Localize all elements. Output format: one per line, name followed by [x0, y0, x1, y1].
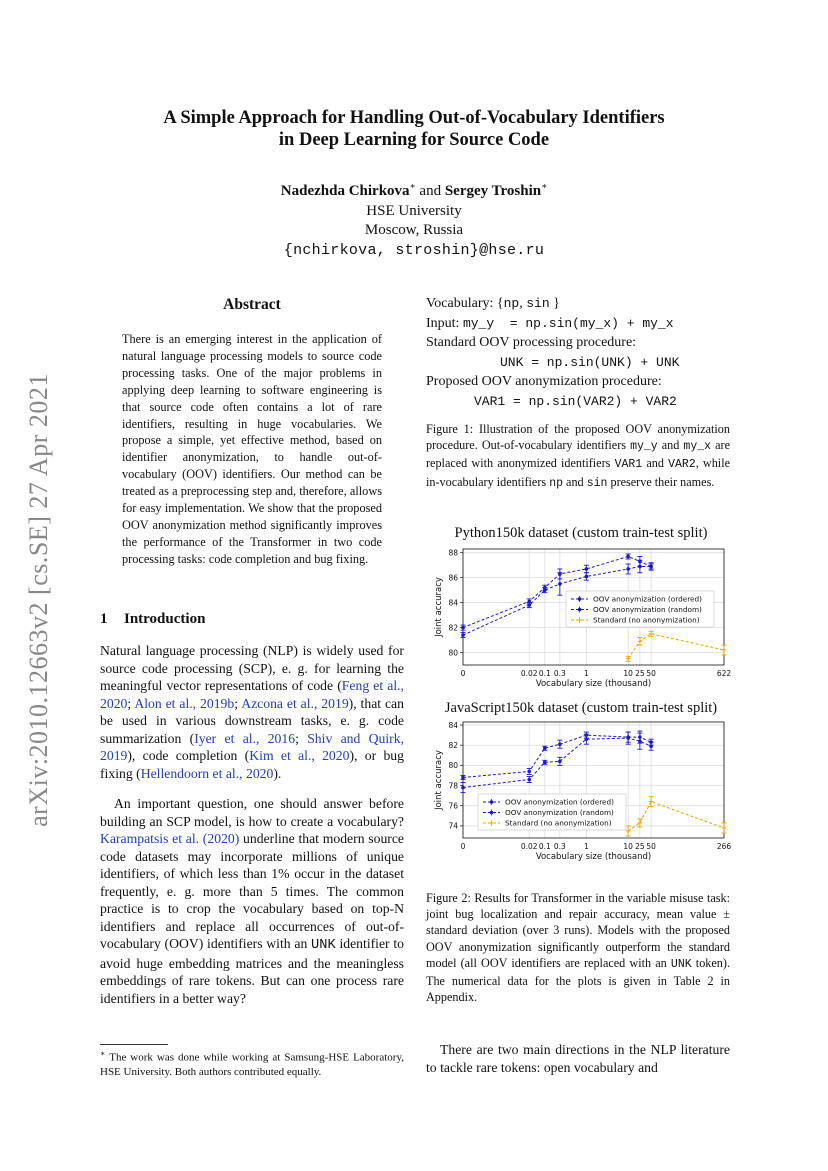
data-point: [626, 555, 630, 559]
x-tick-label: 0.3: [553, 842, 566, 851]
citation-link[interactable]: Iyer et al., 2016: [194, 730, 296, 746]
proposed-procedure-code: VAR1 = np.sin(VAR2) + VAR2: [474, 393, 677, 409]
legend-entry: OOV anonymization (random): [593, 605, 702, 615]
location: Moscow, Russia: [364, 222, 464, 238]
data-point: [649, 744, 653, 748]
intro-paragraph-1: Natural language processing (NLP) is widely used for source code processing (SCP), e. g. for learning the meaningful vector representations of code (Feng et al., 2020; Alon et al., 2019b; Azcona et al., 2019), that can be used in various downstream tasks, e. g. code summarization (Iyer et al., 2016; Shiv and Quirk, 2019), code completion (Kim et al., 2020), or bug fixing (Hellendoorn et al., 2020).: [100, 643, 404, 781]
figure-1-illustration: [426, 294, 736, 411]
javascript150k-accuracy-chart: [426, 718, 736, 868]
chart-1-title: Python150k dataset (custom train-test split): [454, 525, 708, 541]
intro-paragraph-2: An important question, one should answer before building an SCP model, is how to create a vocabulary? Karampatsis et al. (2020) underline that modern source code datasets may incorporate millions of unique identifiers, of which less than 1% occur in the dataset frequently, e. g. more than 5 times. The common practice is to crop the vocabulary based on top-N identifiers and replace all occurrences of out-of-vocabulary (OOV) identifiers with an UNK identifier to avoid huge embedding matrices and the meaningless embeddings of rare tokens. But can one process rare identifiers in a better way?: [100, 796, 405, 1006]
author-1: Nadezhda Chirkova: [280, 183, 410, 199]
legend-entry: OOV anonymization (ordered): [505, 797, 615, 807]
x-tick-label: 622: [716, 669, 732, 678]
figure-1-caption: Figure 1: Illustration of the proposed OOV anonymization procedure. Out-of-vocabulary identifiers my_y and my_x are replaced with anonymized identifiers VAR1 and VAR2, while in-vocabulary identifiers np and sin preserve their names.: [426, 422, 730, 490]
data-point: [527, 770, 531, 774]
data-point: [558, 742, 562, 746]
footnote-divider: [100, 1044, 168, 1045]
data-point: [527, 603, 531, 607]
python150k-accuracy-chart: [426, 545, 736, 695]
y-tick-label: 82: [448, 623, 458, 633]
data-point: [543, 588, 547, 592]
proposed-procedure-label: Proposed OOV anonymization procedure:: [426, 374, 662, 389]
title-line-2: in Deep Learning for Source Code: [278, 130, 550, 150]
y-tick-label: 80: [448, 761, 458, 771]
section-title: Introduction: [124, 611, 206, 627]
x-tick-label: 0.02: [520, 842, 538, 851]
inline-code-unk: UNK: [311, 938, 336, 953]
data-point: [585, 567, 589, 571]
figure-2-caption: Figure 2: Results for Transformer in the variable misuse task: joint bug localization and repair accuracy, mean value ± standard deviation (over 3 runs). Models with the proposed OOV anonymization significantly outperform the standard model (all OOV identifiers are replaced with an UNK token). The numerical data for the plots is given in Table 2 in Appendix.: [426, 891, 730, 1005]
data-point: [461, 626, 465, 630]
y-tick-label: 76: [448, 801, 458, 811]
author-2-mark: ∗: [541, 181, 548, 191]
footnote: ∗ The work was done while working at Samsung-HSE Laboratory, HSE University. Both authors contributed equally.: [100, 1049, 404, 1078]
author-1-mark: ∗: [409, 181, 416, 191]
data-point: [543, 746, 547, 750]
x-tick-label: 1: [583, 669, 589, 678]
x-axis-label: Vocabulary size (thousand): [535, 852, 652, 862]
affiliation: HSE University: [366, 202, 462, 219]
author-names: [100, 177, 728, 202]
data-point: [585, 737, 589, 741]
legend-entry: Standard (no anonymization): [593, 615, 700, 625]
x-tick-label: 0.1: [538, 669, 551, 678]
y-tick-label: 84: [448, 598, 458, 608]
author-2: Sergey Troshin: [444, 183, 542, 199]
chart-2-title: JavaScript150k dataset (custom train-test split): [444, 700, 718, 716]
author-block: [100, 177, 728, 260]
y-axis-label: Joint accuracy: [434, 750, 444, 810]
y-tick-label: 74: [448, 821, 458, 831]
y-tick-label: 84: [448, 720, 458, 730]
series-line: [463, 735, 651, 777]
vocabulary-line: Vocabulary: {np, sin }: [426, 296, 560, 311]
data-point: [558, 760, 562, 764]
data-point: [638, 739, 642, 743]
x-tick-label: 25: [635, 842, 645, 851]
x-tick-label: 50: [646, 669, 656, 678]
data-point: [649, 565, 653, 569]
citation-link[interactable]: Kim et al., 2020: [249, 748, 350, 763]
paper-title: [100, 107, 728, 151]
x-tick-label: 0: [460, 842, 466, 851]
y-axis-label: Joint accuracy: [434, 577, 444, 637]
citation-link[interactable]: Hellendoorn et al., 2020: [140, 765, 274, 781]
citation-link[interactable]: Alon et al., 2019b: [134, 695, 235, 711]
data-point: [558, 582, 562, 586]
x-tick-label: 0: [460, 669, 466, 678]
citation-link[interactable]: Shiv and Quirk, 2019: [100, 730, 404, 763]
x-tick-label: 266: [716, 842, 732, 851]
x-tick-label: 10: [623, 842, 633, 851]
legend-entry: Standard (no anonymization): [505, 818, 612, 828]
x-tick-label: 0.3: [553, 669, 566, 678]
standard-procedure-code: UNK = np.sin(UNK) + UNK: [500, 354, 680, 370]
legend-entry: OOV anonymization (ordered): [593, 594, 703, 604]
x-tick-label: 0.1: [538, 842, 551, 851]
data-point: [461, 786, 465, 790]
data-point: [461, 633, 465, 637]
standard-procedure-label: Standard OOV processing procedure:: [426, 335, 637, 350]
x-tick-label: 50: [646, 842, 656, 851]
data-point: [543, 761, 547, 765]
y-tick-label: 78: [448, 781, 458, 791]
series-line: [628, 634, 724, 659]
y-tick-label: 86: [448, 573, 458, 583]
x-tick-label: 1: [583, 842, 589, 851]
data-point: [461, 776, 465, 780]
section-heading-introduction: [100, 611, 205, 628]
y-tick-label: 80: [448, 648, 458, 658]
data-point: [585, 575, 589, 579]
y-tick-label: 82: [448, 741, 458, 750]
legend-entry: OOV anonymization (random): [505, 808, 614, 818]
section-number: 1: [100, 611, 108, 627]
y-tick-label: 88: [448, 548, 458, 558]
citation-link[interactable]: Azcona et al., 2019: [241, 695, 349, 711]
data-point: [527, 778, 531, 782]
x-tick-label: 10: [623, 669, 633, 678]
data-point: [626, 567, 630, 571]
series-line: [628, 802, 724, 831]
author-email: {nchirkova, stroshin}@hse.ru: [283, 241, 545, 259]
title-line-1: A Simple Approach for Handling Out-of-Vocabulary Identifiers: [163, 108, 665, 128]
right-column-paragraph: There are two main directions in the NLP literature to tackle rare tokens: open vocabulary and: [426, 1042, 730, 1075]
abstract-heading: Abstract: [223, 296, 281, 313]
input-line: Input: my_y = np.sin(my_x) + my_x: [426, 315, 674, 331]
author-conjunction: and: [415, 183, 445, 199]
x-axis-label: Vocabulary size (thousand): [535, 679, 652, 689]
x-tick-label: 0.02: [520, 669, 538, 678]
x-tick-label: 25: [635, 669, 645, 678]
abstract-text: There is an emerging interest in the application of natural language processing models to source code processing tasks. One of the major problems in applying deep learning to software engineering is that source code often contains a lot of rare identifiers, resulting in huge vocabularies. We propose a simple, yet effective method, based on identifier anonymization, to handle out-of-vocabulary (OOV) identifiers. Our method can be treated as a preprocessing step and, therefore, allows for easy implementation. We show that the proposed OOV anonymization method significantly improves the performance of the Transformer in two code processing tasks: code completion and bug fixing.: [122, 332, 382, 566]
data-point: [638, 565, 642, 569]
arxiv-identifier-stamp: arXiv:2010.12663v2 [cs.SE] 27 Apr 2021: [24, 373, 53, 827]
citation-link[interactable]: Karampatsis et al. (2020): [100, 831, 240, 846]
citation-link[interactable]: Feng et al., 2020: [100, 678, 404, 711]
data-point: [626, 736, 630, 740]
series-line: [463, 738, 651, 787]
